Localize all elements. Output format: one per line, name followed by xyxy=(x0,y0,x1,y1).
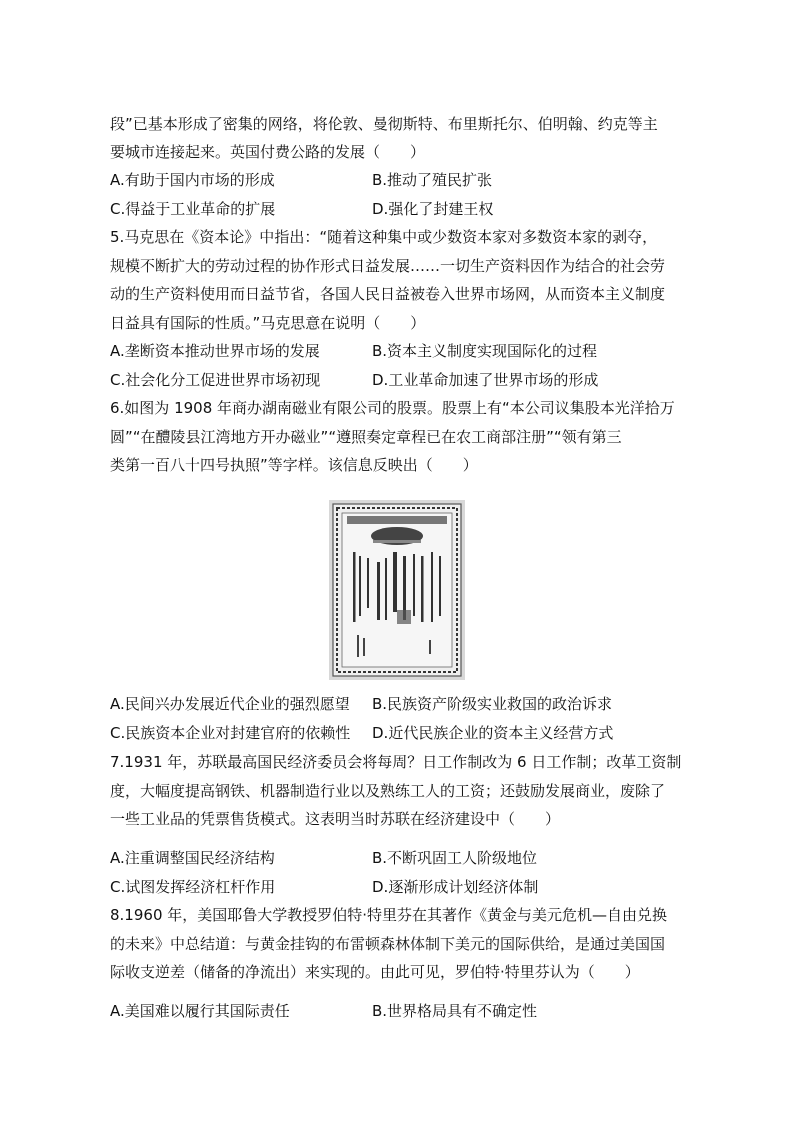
q6-option-d: D.近代民族企业的资本主义经营方式 xyxy=(372,724,614,742)
q6-option-b: B.民族资产阶级实业救国的政治诉求 xyxy=(372,695,613,713)
q7-line-1: 7.1931 年，苏联最高国民经济委员会将每周？日工作制改为 6 日工作制；改革工资制 xyxy=(110,753,682,771)
stock-certificate-image xyxy=(329,500,465,680)
q7-option-b: B.不断巩固工人阶级地位 xyxy=(372,849,538,867)
q6-option-c: C.民族资本企业对封建官府的依赖性 xyxy=(110,724,351,742)
q5-line-3: 动的生产资料使用而日益节省，各国人民日益被卷入世界市场网，从而资本主义制度 xyxy=(110,285,666,303)
q5-option-d: D.工业革命加速了世界市场的形成 xyxy=(372,371,599,389)
q4-option-c: C.得益于工业革命的扩展 xyxy=(110,200,276,218)
q7-line-3: 一些工业品的凭票售货模式。这表明当时苏联在经济建设中（ ） xyxy=(110,810,561,828)
q4-line-1: 段”已基本形成了密集的网络，将伦敦、曼彻斯特、布里斯托尔、伯明翰、约克等主 xyxy=(110,115,658,133)
q6-line-2: 圆”“在醴陵县江湾地方开办磁业”“遵照奏定章程已在农工商部注册”“领有第三 xyxy=(110,428,622,446)
q8-option-b: B.世界格局具有不确定性 xyxy=(372,1002,538,1020)
q7-option-c: C.试图发挥经济杠杆作用 xyxy=(110,878,276,896)
q4-line-2: 要城市连接起来。英国付费公路的发展（ ） xyxy=(110,143,426,161)
q7-line-2: 度，大幅度提高钢铁、机器制造行业以及熟练工人的工资；还鼓励发展商业，废除了 xyxy=(110,782,666,800)
q5-line-2: 规模不断扩大的劳动过程的协作形式日益发展……一切生产资料因作为结合的社会劳 xyxy=(110,257,666,275)
q4-option-d: D.强化了封建王权 xyxy=(372,200,494,218)
q7-option-d: D.逐渐形成计划经济体制 xyxy=(372,878,539,896)
q5-option-b: B.资本主义制度实现国际化的过程 xyxy=(372,342,598,360)
q5-option-c: C.社会化分工促进世界市场初现 xyxy=(110,371,321,389)
q8-line-3: 际收支逆差（储备的净流出）来实现的。由此可见，罗伯特·特里芬认为（ ） xyxy=(110,963,640,981)
q4-option-b: B.推动了殖民扩张 xyxy=(372,171,493,189)
q5-option-a: A.垄断资本推动世界市场的发展 xyxy=(110,342,320,360)
q5-line-4: 日益具有国际的性质。”马克思意在说明（ ） xyxy=(110,314,426,332)
q6-option-a: A.民间兴办发展近代企业的强烈愿望 xyxy=(110,695,350,713)
q8-option-a: A.美国难以履行其国际责任 xyxy=(110,1002,290,1020)
q8-line-2: 的未来》中总结道：与黄金挂钩的布雷顿森林体制下美元的国际供给，是通过美国国 xyxy=(110,935,666,953)
stock-certificate-illustration xyxy=(329,500,465,680)
q6-line-3: 类第一百八十四号执照”等字样。该信息反映出（ ） xyxy=(110,456,478,474)
q8-line-1: 8.1960 年，美国耶鲁大学教授罗伯特·特里芬在其著作《黄金与美元危机—自由兑换 xyxy=(110,906,668,924)
q7-option-a: A.注重调整国民经济结构 xyxy=(110,849,275,867)
q5-line-1: 5.马克思在《资本论》中指出：“随着这种集中或少数资本家对多数资本家的剥夺， xyxy=(110,228,658,246)
q6-line-1: 6.如图为 1908 年商办湖南磁业有限公司的股票。股票上有“本公司议集股本光洋拾万 xyxy=(110,399,675,417)
q4-option-a: A.有助于国内市场的形成 xyxy=(110,171,275,189)
